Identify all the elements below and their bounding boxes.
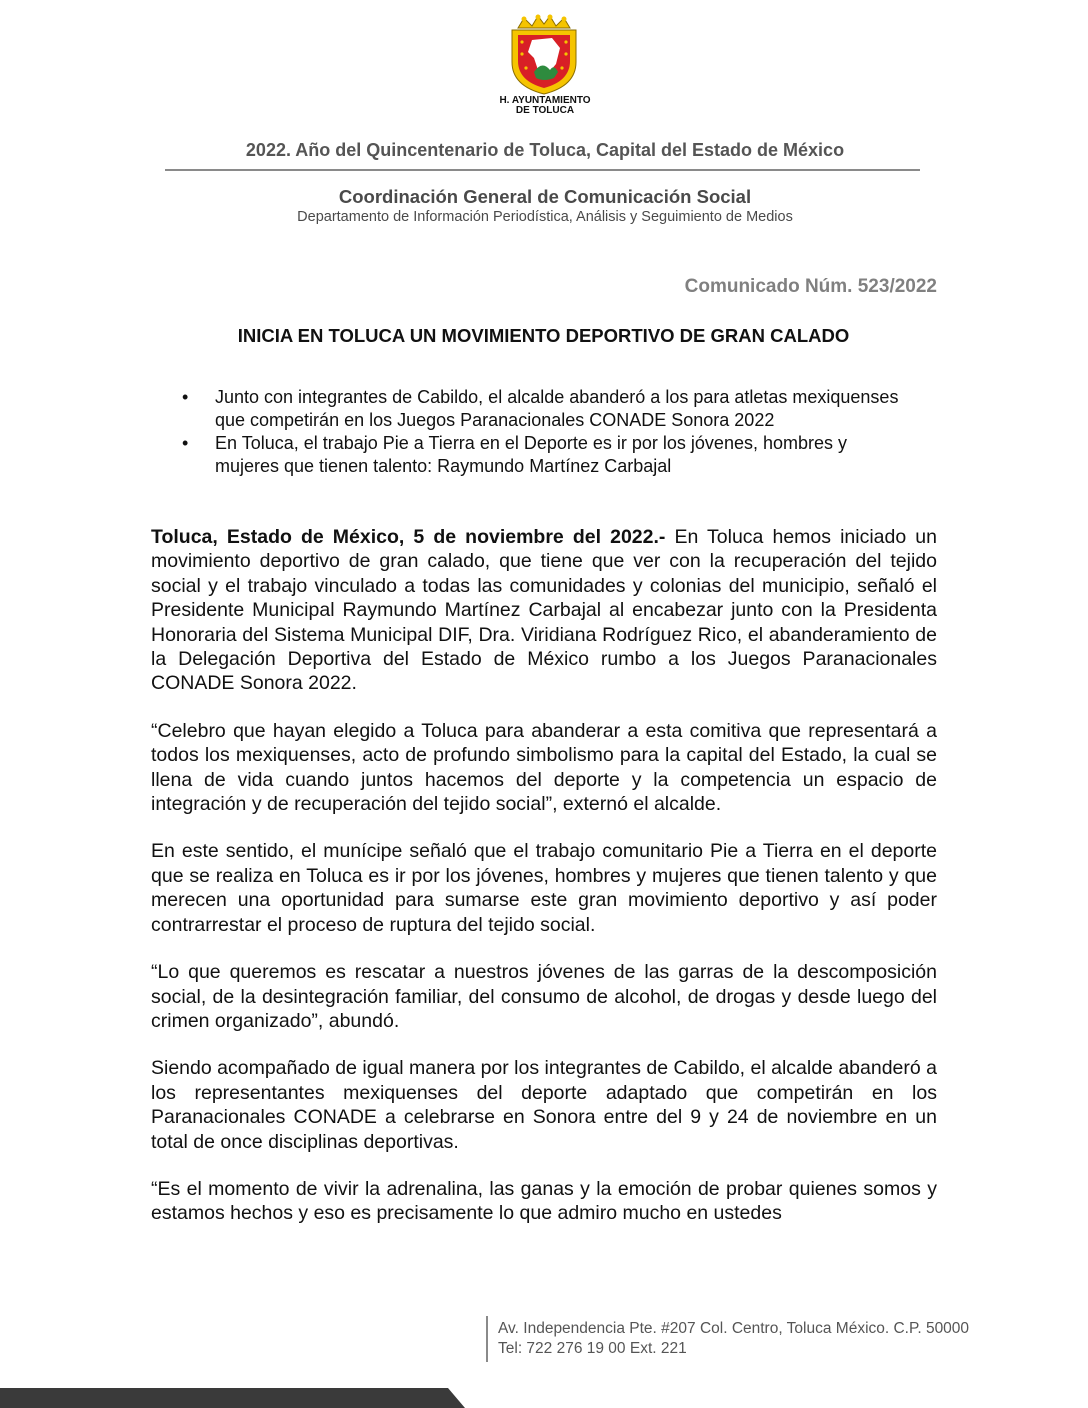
paragraph xyxy=(151,525,937,696)
footer-phone: Tel: 722 276 19 00 Ext. 221 xyxy=(498,1340,687,1357)
logo-caption-line1: H. AYUNTAMIENTO xyxy=(499,95,591,106)
bullet-icon: • xyxy=(182,387,189,407)
paragraph: En este sentido, el munícipe señaló que el trabajo comunitario Pie a Tierra en el deporte que se realiza en Toluca es ir por los jóvenes, hombres y mujeres que tienen talento y que merecen una oportunidad para sumarse este gran movimiento deportivo y así poder contrarrestar el proceso de ruptura del tejido social. xyxy=(151,840,937,936)
summary-bullets xyxy=(180,386,915,478)
logo-caption-line2: DE TOLUCA xyxy=(515,105,575,116)
bullet-icon: • xyxy=(182,433,189,453)
bullet-text: En Toluca, el trabajo Pie a Tierra en el Deporte es ir por los jóvenes, hombres y mujeres que tienen talento: Raymundo Martínez Carbajal xyxy=(215,433,847,476)
bullet-item xyxy=(180,432,915,478)
coordination-title: Coordinación General de Comunicación Social xyxy=(338,186,752,207)
headline: INICIA EN TOLUCA UN MOVIMIENTO DEPORTIVO DE GRAN CALADO xyxy=(237,325,850,346)
department-subtitle: Departamento de Información Periodística, Análisis y Seguimiento de Medios xyxy=(297,209,793,225)
toluca-coat-of-arms-logo xyxy=(504,14,584,96)
bullet-text: Junto con integrantes de Cabildo, el alcalde abanderó a los para atletas mexiquenses que competirán en los Juegos Paranacionales CONADE Sonora 2022 xyxy=(215,387,899,430)
bullet-item xyxy=(180,386,915,432)
paragraph: “Celebro que hayan elegido a Toluca para abanderar a esta comitiva que representará a todos los mexiquenses, acto de profundo simbolismo para la capital del Estado, la cual se llena de vida cuando juntos hacemos del deporte y la competencia un espacio de integración y de recuperación del tejido social”, externó el alcalde. xyxy=(151,719,937,816)
paragraph: “Lo que queremos es rescatar a nuestros jóvenes de las garras de la descomposición social, de la desintegración familiar, del consumo de alcohol, de drogas y desde luego del crimen organizado”, abundó. xyxy=(151,961,937,1032)
article-body xyxy=(151,525,937,1249)
year-motto: 2022. Año del Quincentenario de Toluca, Capital del Estado de México xyxy=(245,140,845,160)
paragraph: “Es el momento de vivir la adrenalina, las ganas y la emoción de probar quienes somos y estamos hechos y eso es precisamente lo que admiro mucho en ustedes xyxy=(151,1177,937,1225)
logo-caption xyxy=(470,96,620,116)
dateline: Toluca, Estado de México, 5 de noviembre del 2022.- xyxy=(151,526,666,548)
footer-decorative-bar xyxy=(0,1388,465,1408)
header-divider xyxy=(165,169,920,171)
paragraph: Siendo acompañado de igual manera por los integrantes de Cabildo, el alcalde abanderó a los representantes mexiquenses del deporte adaptado que competirán en los Paranacionales CONADE a celebrarse en Sonora entre del 9 y 24 de noviembre en un total de once disciplinas deportivas. xyxy=(151,1057,937,1153)
footer-address: Av. Independencia Pte. #207 Col. Centro, Toluca México. C.P. 50000 xyxy=(498,1320,970,1337)
release-number: Comunicado Núm. 523/2022 xyxy=(684,276,937,297)
footer-divider xyxy=(486,1316,488,1362)
paragraph-text: En Toluca hemos iniciado un movimiento deportivo de gran calado, que tiene que ver con la recuperación del tejido social y el trabajo vinculado a todas las comunidades y colonias del municipio, señaló el Presidente Municipal Raymundo Martínez Carbajal al encabezar junto con la Presidenta Honoraria del Sistema Municipal DIF, Dra. Viridiana Rodríguez Rico, el abanderamiento de la Delegación Deportiva del Estado de México rumbo a los Juegos Paranacionales CONADE Sonora 2022. xyxy=(151,526,937,695)
